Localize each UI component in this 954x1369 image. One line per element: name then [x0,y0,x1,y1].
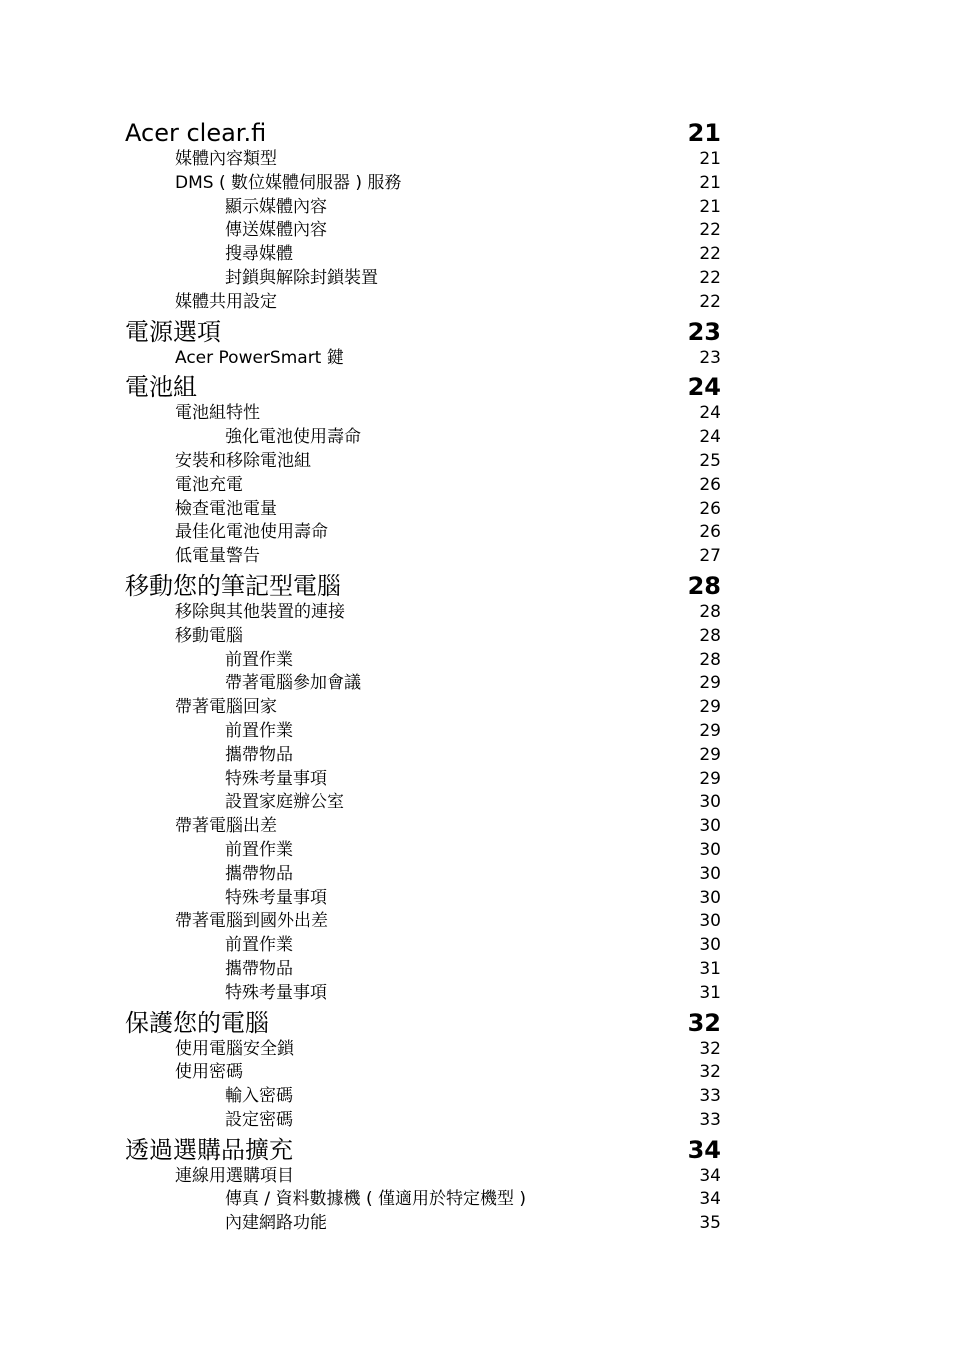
toc-entry-page-number: 28 [687,571,721,600]
toc-entry-title: 媒體共用設定 [175,291,277,312]
toc-chapter-entry[interactable] [125,1008,721,1038]
toc-entry-page-number: 29 [699,720,721,741]
toc-entry-page-number: 23 [699,347,721,368]
toc-entry-title: 移除與其他裝置的連接 [175,601,345,622]
toc-entry-title: 顯示媒體內容 [225,196,327,217]
toc-entry-page-number: 26 [699,498,721,519]
toc-entry-title: 攜帶物品 [225,744,293,765]
toc-chapter-entry[interactable] [125,372,721,402]
toc-entry-page-number: 28 [699,649,721,670]
toc-entry-page-number: 32 [699,1062,721,1083]
toc-entry-page-number: 30 [699,911,721,932]
toc-subsection-entry[interactable] [125,1188,721,1212]
toc-subsection-entry[interactable] [125,267,721,291]
toc-entry-title: 特殊考量事項 [225,768,327,789]
toc-entry-title: 移動電腦 [175,625,243,646]
toc-entry-title: 連線用選購項目 [175,1165,294,1186]
toc-entry-page-number: 30 [699,839,721,860]
toc-section-entry[interactable] [125,815,721,839]
toc-subsection-entry[interactable] [125,243,721,267]
toc-subsection-entry[interactable] [125,1085,721,1109]
toc-entry-title: 低電量警告 [175,546,260,567]
toc-entry-page-number: 30 [699,863,721,884]
toc-subsection-entry[interactable] [125,196,721,220]
toc-entry-page-number: 31 [699,982,721,1003]
toc-subsection-entry[interactable] [125,649,721,673]
toc-section-entry[interactable] [125,347,721,371]
toc-entry-title: Acer PowerSmart 鍵 [175,347,344,368]
toc-entry-title: 內建網路功能 [225,1213,327,1234]
toc-entry-page-number: 26 [699,522,721,543]
toc-entry-title: 使用電腦安全鎖 [175,1038,294,1059]
toc-subsection-entry[interactable] [125,1212,721,1236]
toc-entry-page-number: 23 [687,317,721,346]
toc-subsection-entry[interactable] [125,720,721,744]
toc-entry-page-number: 31 [699,958,721,979]
toc-section-entry[interactable] [125,545,721,569]
toc-entry-page-number: 21 [699,196,721,217]
toc-section-entry[interactable] [125,625,721,649]
toc-entry-page-number: 34 [699,1165,721,1186]
toc-subsection-entry[interactable] [125,958,721,982]
toc-entry-title: 電池組特性 [175,403,260,424]
toc-entry-page-number: 28 [699,625,721,646]
toc-chapter-entry[interactable] [125,317,721,347]
toc-entry-title: 前置作業 [225,935,293,956]
toc-entry-title: 設定密碼 [225,1109,293,1130]
toc-entry-title: 傳送媒體內容 [225,220,327,241]
toc-section-entry[interactable] [125,1061,721,1085]
toc-entry-title: 移動您的筆記型電腦 [125,571,341,600]
toc-entry-title: 透過選購品擴充 [125,1135,293,1164]
toc-section-entry[interactable] [125,148,721,172]
toc-entry-page-number: 35 [699,1213,721,1234]
toc-section-entry[interactable] [125,910,721,934]
toc-entry-title: 電池充電 [175,474,243,495]
toc-entry-title: 保護您的電腦 [125,1008,269,1037]
toc-entry-title: 輸入密碼 [225,1086,293,1107]
toc-subsection-entry[interactable] [125,1109,721,1133]
toc-entry-title: 檢查電池電量 [175,498,277,519]
toc-entry-title: 帶著電腦回家 [175,697,277,718]
toc-section-entry[interactable] [125,402,721,426]
toc-subsection-entry[interactable] [125,934,721,958]
toc-entry-page-number: 33 [699,1086,721,1107]
toc-entry-title: 攜帶物品 [225,863,293,884]
toc-section-entry[interactable] [125,291,721,315]
toc-entry-page-number: 21 [699,149,721,169]
toc-section-entry[interactable] [125,498,721,522]
toc-subsection-entry[interactable] [125,672,721,696]
toc-subsection-entry[interactable] [125,887,721,911]
toc-section-entry[interactable] [125,1038,721,1062]
toc-section-entry[interactable] [125,474,721,498]
toc-entry-title: 攜帶物品 [225,958,293,979]
toc-entry-title: 特殊考量事項 [225,887,327,908]
toc-entry-title: 電源選項 [125,317,221,346]
toc-section-entry[interactable] [125,1165,721,1189]
toc-entry-page-number: 29 [699,673,721,694]
toc-entry-title: 設置家庭辦公室 [225,792,344,813]
toc-subsection-entry[interactable] [125,768,721,792]
toc-subsection-entry[interactable] [125,426,721,450]
toc-entry-title: 帶著電腦出差 [175,816,277,837]
toc-section-entry[interactable] [125,521,721,545]
toc-entry-page-number: 29 [699,768,721,789]
toc-subsection-entry[interactable] [125,791,721,815]
toc-entry-page-number: 34 [687,1135,721,1164]
toc-entry-page-number: 22 [699,220,721,241]
toc-entry-title: 使用密碼 [175,1062,243,1083]
toc-entry-title: 前置作業 [225,720,293,741]
toc-entry-page-number: 30 [699,792,721,813]
toc-entry-page-number: 22 [699,267,721,288]
toc-entry-title: 搜尋媒體 [225,244,293,265]
toc-entry-page-number: 32 [687,1008,721,1037]
table-of-contents [125,116,721,1236]
toc-subsection-entry[interactable] [125,863,721,887]
toc-entry-title: 帶著電腦參加會議 [225,673,361,694]
toc-section-entry[interactable] [125,601,721,625]
toc-entry-page-number: 22 [699,244,721,265]
toc-entry-title: 前置作業 [225,839,293,860]
toc-entry-title: 傳真 / 資料數據機 ( 僅適用於特定機型 ) [225,1189,527,1210]
toc-entry-page-number: 29 [699,697,721,718]
toc-entry-title: 強化電池使用壽命 [225,427,361,448]
toc-entry-page-number: 21 [699,172,721,193]
toc-entry-page-number: 26 [699,474,721,495]
toc-entry-page-number: 24 [699,403,721,424]
toc-subsection-entry[interactable] [125,982,721,1006]
toc-entry-page-number: 24 [699,427,721,448]
toc-entry-page-number: 28 [699,601,721,622]
toc-entry-page-number: 24 [687,373,721,402]
toc-entry-page-number: 21 [687,119,721,147]
toc-chapter-entry[interactable] [125,118,721,148]
toc-entry-page-number: 25 [699,450,721,471]
toc-chapter-entry[interactable] [125,571,721,601]
toc-subsection-entry[interactable] [125,744,721,768]
toc-subsection-entry[interactable] [125,219,721,243]
toc-entry-page-number: 30 [699,887,721,908]
toc-entry-title: 前置作業 [225,649,293,670]
toc-entry-title: 封鎖與解除封鎖裝置 [225,267,378,288]
toc-subsection-entry[interactable] [125,839,721,863]
toc-entry-page-number: 30 [699,816,721,837]
toc-entry-title: 帶著電腦到國外出差 [175,911,328,932]
toc-entry-page-number: 22 [699,291,721,312]
toc-entry-title: 特殊考量事項 [225,982,327,1003]
toc-section-entry[interactable] [125,172,721,196]
toc-entry-title: Acer clear.fi [125,119,267,147]
toc-entry-page-number: 29 [699,744,721,765]
toc-chapter-entry[interactable] [125,1135,721,1165]
toc-entry-page-number: 33 [699,1109,721,1130]
toc-entry-title: 最佳化電池使用壽命 [175,522,328,543]
toc-section-entry[interactable] [125,450,721,474]
toc-entry-page-number: 27 [699,546,721,567]
toc-entry-page-number: 34 [699,1189,721,1210]
toc-entry-title: 安裝和移除電池組 [175,450,311,471]
toc-entry-title: DMS ( 數位媒體伺服器 ) 服務 [175,172,402,193]
toc-entry-title: 媒體內容類型 [175,149,277,169]
toc-section-entry[interactable] [125,696,721,720]
toc-entry-page-number: 32 [699,1038,721,1059]
toc-entry-title: 電池組 [125,373,197,402]
toc-entry-page-number: 30 [699,935,721,956]
